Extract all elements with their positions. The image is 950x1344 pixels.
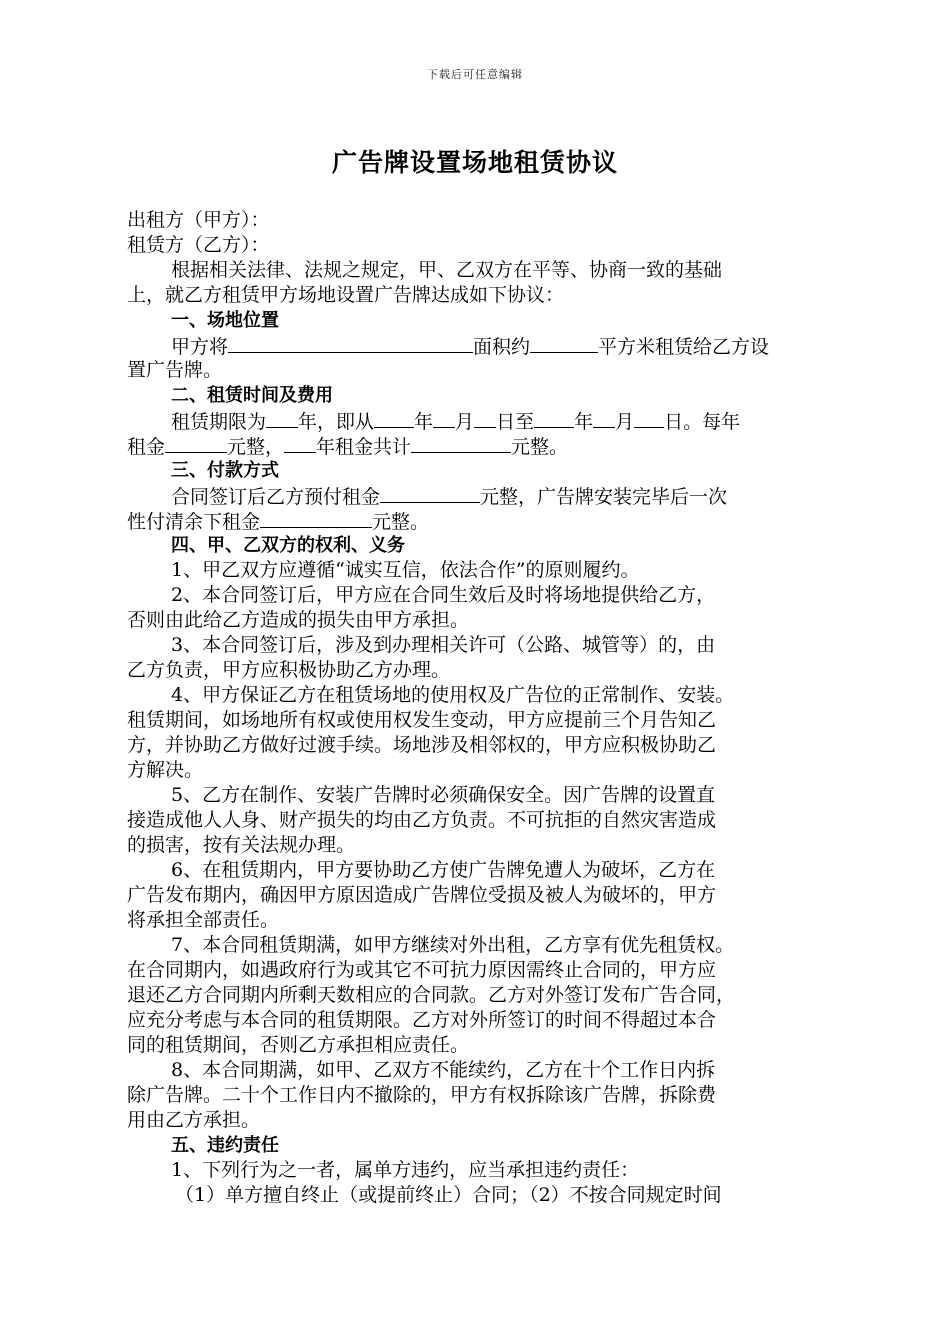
clause-line: 将承担全部责任。 — [127, 909, 280, 931]
intro-line-1: 根据相关法律、法规之规定，甲、乙双方在平等、协商一致的基础 — [171, 259, 723, 281]
clause-line: 8、本合同期满，如甲、乙双方不能续约，乙方在十个工作日内拆 — [171, 1059, 716, 1081]
s1-text-a: 甲方将 — [171, 336, 229, 358]
end-year-blank — [534, 408, 574, 428]
clause-line: 乙方负责，甲方应积极协助乙方办理。 — [127, 659, 451, 681]
clause-line: 1、甲乙双方应遵循“诚实互信，依法合作”的原则履约。 — [171, 559, 640, 581]
document-title: 广告牌设置场地租赁协议 — [331, 148, 618, 177]
s1-text-b: 面积约 — [473, 336, 531, 358]
clause-line: 6、在租赁期内，甲方要协助乙方使广告牌免遭人为破坏，乙方在 — [171, 859, 716, 881]
clause-line: 方，并协助乙方做好过渡手续。场地涉及相邻权的，甲方应积极协助乙 — [127, 734, 717, 756]
section-3-heading: 三、付款方式 — [171, 460, 279, 481]
clause-line: 同的租赁期间，否则乙方承担相应责任。 — [127, 1034, 470, 1056]
start-month-blank — [433, 408, 455, 428]
s3-text-d: 元整。 — [372, 511, 430, 533]
term-years-blank — [266, 408, 298, 428]
start-year-blank — [374, 408, 414, 428]
s2-text-g: 月 — [615, 411, 635, 433]
contract-body — [127, 208, 827, 1208]
s2-text-f: 年 — [574, 411, 594, 433]
clause-line: 除广告牌。二十个工作日内不撤除的，甲方有权拆除该广告牌，拆除费 — [127, 1084, 717, 1106]
section-5-heading: 五、违约责任 — [171, 1135, 279, 1156]
clause-line: 否则由此给乙方造成的损失由甲方承担。 — [127, 609, 470, 631]
lessor-line: 出租方（甲方）： — [127, 209, 270, 231]
s3-text-a: 合同签订后乙方预付租金 — [171, 486, 381, 508]
total-rent-blank — [411, 433, 511, 453]
s3-text-b: 元整，广告牌安装完毕后一次 — [480, 486, 728, 508]
years-count-blank — [284, 433, 316, 453]
clause-line: 接造成他人人身、财产损失的均由乙方负责。不可抗拒的自然灾害造成 — [127, 809, 717, 831]
clause-line: 的损害，按有关法规办理。 — [127, 834, 356, 856]
clause-line: 方解决。 — [127, 759, 204, 781]
s2-text-d: 月 — [455, 411, 475, 433]
section-1-line-2: 置广告牌。 — [127, 359, 223, 381]
end-month-blank — [593, 408, 615, 428]
s2-text-h: 日。每年 — [664, 411, 741, 433]
section-5-line-1: 1、下列行为之一者，属单方违约，应当承担违约责任： — [171, 1159, 640, 1181]
clause-line: 5、乙方在制作、安装广告牌时必须确保安全。因广告牌的设置直 — [171, 784, 716, 806]
clause-line: 租赁期间，如场地所有权或使用权发生变动，甲方应提前三个月告知乙 — [127, 709, 717, 731]
clause-line: 应充分考虑与本合同的租赁期限。乙方对外所签订的时间不得超过本合 — [127, 1009, 717, 1031]
clause-line: 2、本合同签订后，甲方应在合同生效后及时将场地提供给乙方， — [171, 584, 716, 606]
clause-line: 3、本合同签订后，涉及到办理相关许可（公路、城管等）的，由 — [171, 634, 716, 656]
remaining-rent-blank — [260, 508, 372, 528]
s2-text-k: 年租金共计 — [316, 436, 412, 458]
section-2-line-2 — [127, 433, 827, 458]
s2-text-a: 租赁期限为 — [171, 411, 267, 433]
s1-text-c: 平方米租赁给乙方设 — [598, 336, 770, 358]
header-note: 下载后可任意编辑 — [427, 68, 523, 81]
area-blank — [530, 333, 598, 353]
section-1-line-1 — [127, 333, 827, 358]
section-3-line-1 — [127, 483, 827, 508]
lessee-line: 租赁方（乙方）： — [127, 234, 270, 256]
s2-text-e: 日至 — [496, 411, 535, 433]
clause-line: 用由乙方承担。 — [127, 1109, 261, 1131]
s2-text-l: 元整。 — [511, 436, 569, 458]
clause-line: 在合同期内，如遇政府行为或其它不可抗力原因需终止合同的，甲方应 — [127, 959, 717, 981]
s2-text-b: 年，即从 — [298, 411, 375, 433]
intro-line-2: 上，就乙方租赁甲方场地设置广告牌达成如下协议： — [127, 284, 565, 306]
clause-line: 广告发布期内，确因甲方原因造成广告牌位受损及被人为破坏的，甲方 — [127, 884, 717, 906]
s2-text-j: 元整， — [227, 436, 285, 458]
clause-line: 7、本合同租赁期满，如甲方继续对外出租，乙方享有优先租赁权。 — [171, 934, 735, 956]
s3-text-c: 性付清余下租金 — [127, 511, 261, 533]
section-3-line-2 — [127, 508, 827, 533]
site-location-blank — [228, 333, 473, 353]
annual-rent-blank — [165, 433, 227, 453]
clause-line: 退还乙方合同期内所剩天数相应的合同款。乙方对外签订发布广告合同， — [127, 984, 736, 1006]
section-4-heading: 四、甲、乙双方的权利、义务 — [171, 535, 405, 556]
prepaid-rent-blank — [380, 483, 480, 503]
section-1-heading: 一、场地位置 — [171, 310, 279, 331]
section-2-line-1 — [127, 408, 827, 433]
end-day-blank — [634, 408, 664, 428]
section-5-line-2: （1）单方擅自终止（或提前终止）合同；（2）不按合同规定时间 — [175, 1184, 722, 1206]
start-day-blank — [474, 408, 496, 428]
clause-line: 4、甲方保证乙方在租赁场地的使用权及广告位的正常制作、安装。 — [171, 684, 735, 706]
section-4-clauses — [127, 558, 827, 1133]
s2-text-i: 租金 — [127, 436, 166, 458]
s2-text-c: 年 — [414, 411, 434, 433]
section-2-heading: 二、租赁时间及费用 — [171, 385, 333, 406]
